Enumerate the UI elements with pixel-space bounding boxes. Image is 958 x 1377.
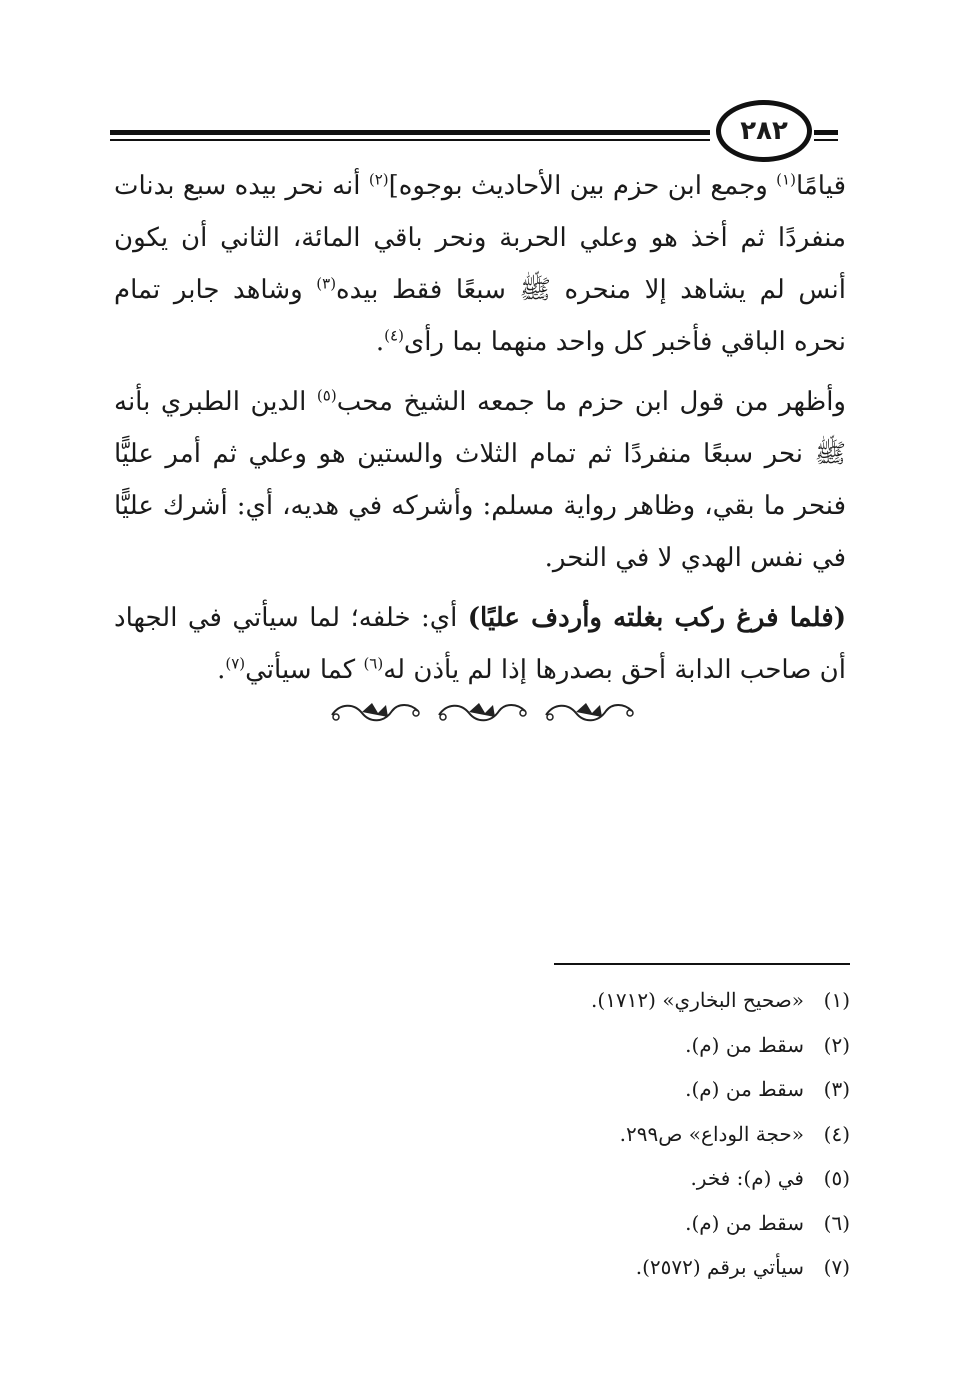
footnote-number: (١) xyxy=(823,988,850,1012)
footnote-7 xyxy=(350,1245,850,1290)
paragraph xyxy=(114,376,846,584)
footnote-number: (٢) xyxy=(823,1032,850,1057)
footnote-2 xyxy=(350,1023,850,1068)
ornament-icon xyxy=(435,695,531,729)
ornament-icon xyxy=(542,695,638,729)
text-run: وشاهد جابر تمام نحره الباقي فأخبر كل واحد منهما بما رأى xyxy=(114,275,846,357)
ornament-icon xyxy=(328,695,424,729)
footnote-4 xyxy=(350,1112,850,1157)
paragraph xyxy=(114,592,846,696)
header-rule-end-thin xyxy=(814,139,838,141)
footnote-3 xyxy=(350,1067,850,1112)
header-rule-thin xyxy=(110,139,710,141)
footnote-separator xyxy=(554,963,850,965)
text-run: وجمع ابن حزم بين الأحاديث بوجوه] xyxy=(388,171,777,201)
footnote-marker: (٤) xyxy=(384,326,404,345)
footnote-1 xyxy=(350,978,850,1023)
footnote-marker: (١) xyxy=(776,170,796,189)
text-run: أنه نحر بيده سبع بدنات منفردًا ثم أخذ هو وعلي الحربة ونحر باقي المائة، الثاني أن يكون أنس لم يشاهد إلا منحره ﷺ سبعًا فقط بيده xyxy=(114,171,847,305)
footnote-text: سقط من (م). xyxy=(685,1210,804,1235)
section-divider-ornament xyxy=(328,695,638,729)
footnote-marker: (٦) xyxy=(363,654,384,673)
footnote-text: سقط من (م). xyxy=(685,1077,804,1101)
footnote-number: (٤) xyxy=(823,1121,850,1146)
footnote-text: سقط من (م). xyxy=(685,1032,804,1057)
text-run: . xyxy=(375,327,385,357)
footnote-marker: (٥) xyxy=(316,386,337,405)
paragraph xyxy=(114,160,846,368)
footnote-number: (٥) xyxy=(823,1166,850,1190)
text-run: الدين الطبري بأنه ﷺ نحر سبعًا منفردًا ثم تمام الثلاث والستين هو وعلي ثم أمر عليًّا فنحر ما بقي، وظاهر رواية مسلم: وأشركه في هديه، أي: أشرك عليًّا في نفس الهدي لا في النحر. xyxy=(114,387,846,573)
footnote-marker: (٢) xyxy=(368,170,389,189)
text-run: كما سيأتي xyxy=(245,655,364,685)
footnote-text: سيأتي برقم (٢٥٧٢). xyxy=(635,1255,804,1279)
footnote-6 xyxy=(350,1201,850,1246)
main-text xyxy=(114,160,846,704)
footnotes xyxy=(350,978,850,1290)
footnote-number: (٦) xyxy=(823,1210,850,1235)
header-rule-thick xyxy=(110,130,710,135)
page-number: ٢٨٢ xyxy=(716,100,812,162)
footnote-text: «صحيح البخاري» (١٧١٢). xyxy=(591,988,804,1012)
footnote-marker: (٣) xyxy=(316,274,337,293)
text-run: وأظهر من قول ابن حزم ما جمعه الشيخ محب xyxy=(336,387,846,417)
footnote-text: «حجة الوداع» ص٢٩٩. xyxy=(619,1121,804,1146)
footnote-text: في (م): فخر. xyxy=(690,1166,804,1190)
text-run: قيامًا xyxy=(795,171,846,201)
text-run: . xyxy=(217,655,226,685)
page-header xyxy=(110,98,838,168)
footnote-marker: (٧) xyxy=(225,654,246,673)
text-run: أي: خلفه؛ لما سيأتي في الجهاد أن صاحب الدابة أحق بصدرها إذا لم يأذن له xyxy=(114,603,846,685)
footnote-number: (٧) xyxy=(823,1255,850,1279)
footnote-5 xyxy=(350,1156,850,1201)
bold-quote: (فلما فرغ ركب بغلته وأردف عليًا) xyxy=(467,603,847,633)
footnote-number: (٣) xyxy=(823,1077,850,1101)
header-rule-end-thick xyxy=(814,130,838,135)
